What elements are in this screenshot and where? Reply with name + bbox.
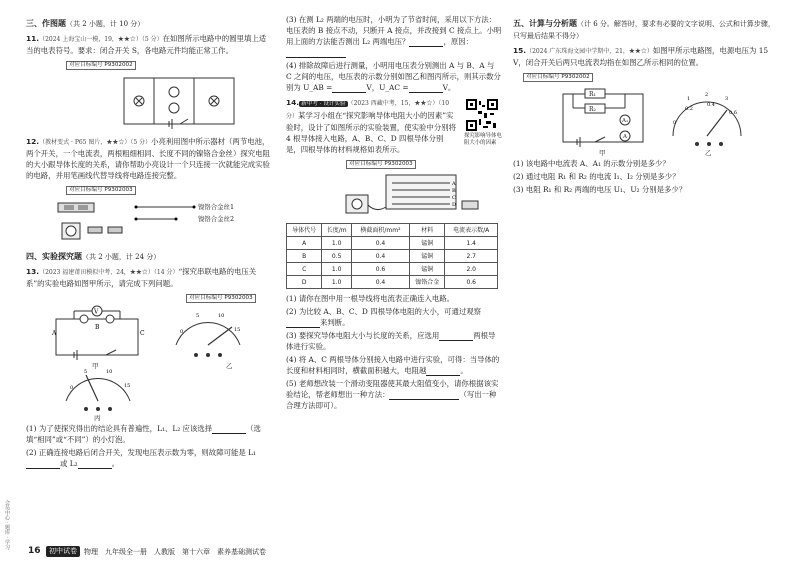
q15-figures bbox=[513, 84, 781, 158]
q14-sub-2-text: (2) 为比较 A、B、C、D 四根导体电阻的大小，可通过观察 bbox=[286, 307, 482, 316]
table-row bbox=[287, 250, 498, 263]
section-4-title bbox=[26, 251, 272, 263]
q13-sub-4-end: V。 bbox=[442, 83, 456, 92]
sidebar-text: 会员中心 · 题库 · 学习 bbox=[4, 500, 10, 550]
q14-sub-5-text: (5) 老师想改装一个滑动变阻器使其最大阻值变小，请你根据该实验结论，帮老师想出一种方法： bbox=[286, 379, 499, 399]
q13-fig-c-label: 丙 bbox=[94, 414, 101, 422]
column-middle bbox=[286, 14, 502, 413]
section-3-title bbox=[26, 18, 272, 30]
svg-text:A: A bbox=[52, 330, 57, 337]
q13-sub-3-why: ，原因： bbox=[443, 37, 474, 46]
q14-sub-3 bbox=[286, 330, 502, 352]
section-4-sub: （共 2 小题，计 24 分） bbox=[82, 253, 161, 261]
qr-code-graphic bbox=[466, 99, 498, 131]
table-header: 导体代号 bbox=[287, 224, 322, 237]
q11-blank-circle-top bbox=[169, 87, 179, 97]
svg-text:1: 1 bbox=[687, 96, 691, 102]
conductor-table bbox=[286, 223, 498, 289]
q15-fig-b-label: 乙 bbox=[705, 149, 712, 157]
qr-code-icon[interactable] bbox=[466, 99, 498, 131]
q14-pill: 新中考 · 设计实验 bbox=[301, 101, 346, 107]
q13-sub-1 bbox=[26, 423, 272, 445]
q14-sub-4-end: 。 bbox=[460, 366, 468, 375]
table-cell: 0.6 bbox=[445, 276, 498, 289]
table-cell: 0.4 bbox=[351, 237, 409, 250]
table-cell: 1.0 bbox=[322, 263, 352, 276]
table-cell: 锰铜 bbox=[410, 237, 445, 250]
q11-circuit-figure bbox=[26, 72, 272, 130]
q13-sub-3-reason-blank[interactable] bbox=[286, 49, 346, 58]
q14-body bbox=[286, 97, 458, 155]
table-cell: 1.0 bbox=[322, 237, 352, 250]
q14-text: 某学习小组在“探究影响导体电阻大小的因素”实验时，设计了如图所示的实验装置，使实验中分别将 4 根导体接入电路，A、B、C、D 四根导体分别是，四根导体的材料规格如表所示。 bbox=[286, 111, 456, 154]
q13-sub-2-blank-2[interactable] bbox=[78, 460, 112, 469]
table-row bbox=[287, 276, 498, 289]
q14-sub-2-blank[interactable] bbox=[286, 319, 320, 328]
series-badge: 初中试卷 bbox=[46, 546, 80, 557]
section-3-sub: （共 2 小题，计 10 分） bbox=[66, 20, 145, 28]
question-15 bbox=[513, 45, 781, 68]
svg-text:V: V bbox=[94, 308, 99, 316]
q13-fig-a-label: 甲 bbox=[92, 362, 99, 370]
q13-figures bbox=[26, 305, 272, 423]
q14-sub-4 bbox=[286, 354, 502, 376]
q13-sub-1-blank[interactable] bbox=[212, 425, 246, 434]
table-cell: 0.6 bbox=[351, 263, 409, 276]
table-cell: D bbox=[287, 276, 322, 289]
qr-caption: 探究影响导体电阻大小的因素 bbox=[464, 133, 502, 146]
q14-source: （2023 西藏中考，15，★★☆）（10 分） bbox=[286, 100, 450, 120]
q14-sub-5 bbox=[286, 378, 502, 411]
q14-sub-3-end: 两根导体进行实验。 bbox=[286, 331, 496, 351]
table-cell: 0.4 bbox=[351, 276, 409, 289]
column-right bbox=[513, 14, 781, 197]
q11-text: 在如图所示电路中的圆里填上适当的电表符号。要求：闭合开关 S，各电路元件均能正常工作。 bbox=[26, 34, 267, 55]
q14-apparatus-drawing bbox=[286, 171, 502, 219]
svg-text:A: A bbox=[452, 181, 456, 187]
table-cell: 镍铬合金 bbox=[410, 276, 445, 289]
svg-text:5: 5 bbox=[196, 313, 200, 319]
section-5-title bbox=[513, 18, 781, 42]
q14-sub-5-blank[interactable] bbox=[389, 391, 459, 400]
section-3-label: 三、作图题 bbox=[26, 19, 66, 28]
svg-text:0.4: 0.4 bbox=[707, 102, 715, 108]
q13-fig-b-label: 乙 bbox=[226, 362, 233, 370]
page-footer bbox=[18, 546, 778, 560]
q12-apparatus-figure bbox=[26, 197, 272, 247]
q13-sub-2-blank-1[interactable] bbox=[26, 460, 60, 469]
svg-text:0: 0 bbox=[70, 385, 74, 391]
q13-sub-4-text: (4) 排除故障后进行测量，小明用电压表分别测出 A 与 B、A 与 C 之间的电压，电压表的示数分别如图乙和图丙所示，则其示数分别为 U_AB = bbox=[286, 61, 501, 92]
q13-sub-4 bbox=[286, 60, 502, 93]
q13-sub-4-blank-2[interactable] bbox=[409, 84, 443, 93]
q15-sub-3: (3) 电阻 R₁ 和 R₂ 两端的电压 U₁、U₂ 分别是多少？ bbox=[513, 185, 687, 194]
q12-source: （教材变式 · P65 图片，★★☆）（5 分） bbox=[39, 139, 152, 146]
svg-text:C: C bbox=[452, 195, 456, 201]
q13-text: “探究串联电路的电压关系”的实验电路如图甲所示，请完成下列问题。 bbox=[26, 267, 257, 288]
q15-target-tag: 对应目标编号 P9302002 bbox=[523, 73, 593, 82]
q13-sub-3-blank[interactable] bbox=[409, 38, 443, 47]
q14-target-tag: 对应目标编号 P9302003 bbox=[346, 160, 416, 169]
table-cell: 2.7 bbox=[445, 250, 498, 263]
question-11 bbox=[26, 33, 272, 56]
table-cell: 锰铜 bbox=[410, 263, 445, 276]
svg-text:5: 5 bbox=[84, 369, 88, 375]
q13-number: 13. bbox=[26, 267, 40, 276]
svg-text:10: 10 bbox=[106, 369, 113, 375]
q12-target-tag: 对应目标编号 P9302003 bbox=[66, 186, 136, 195]
ammeter-a1-label: A₁ bbox=[622, 118, 629, 124]
r1-label: R₁ bbox=[589, 91, 596, 98]
table-cell: 0.4 bbox=[351, 250, 409, 263]
q13-sub-1-text-b: （选填“相同”或“不同”）的小灯泡。 bbox=[26, 424, 261, 444]
q11-source: （2024 上海宝山一模，19，★★☆）（5 分） bbox=[39, 36, 163, 43]
q14-sub-1: (1) 请你在图中用一根导线将电流表正确连入电路。 bbox=[286, 294, 455, 303]
table-cell: 1.4 bbox=[445, 237, 498, 250]
svg-text:10: 10 bbox=[218, 313, 225, 319]
table-cell: 2.0 bbox=[445, 263, 498, 276]
q13-sub-3 bbox=[286, 14, 502, 58]
question-13 bbox=[26, 266, 272, 289]
svg-text:3: 3 bbox=[725, 96, 729, 102]
q15-circuit-and-meter bbox=[513, 84, 781, 158]
q14-number: 14. bbox=[286, 98, 300, 107]
q15-text: 如图甲所示电路图，电源电压为 15 V，闭合开关后两只电流表均指在如图乙所示相同的位置。 bbox=[513, 46, 769, 67]
q11-number: 11. bbox=[26, 34, 40, 43]
q15-number: 15. bbox=[513, 46, 527, 55]
svg-text:0: 0 bbox=[673, 120, 677, 126]
table-cell: A bbox=[287, 237, 322, 250]
svg-text:0.6: 0.6 bbox=[729, 110, 737, 116]
svg-text:D: D bbox=[452, 202, 457, 208]
column-left bbox=[26, 14, 272, 471]
svg-text:15: 15 bbox=[234, 327, 241, 333]
q11-blank-circle-mid bbox=[169, 103, 179, 113]
q13-sub-2 bbox=[26, 447, 272, 469]
q11-circuit-diagram bbox=[114, 72, 254, 130]
svg-text:0: 0 bbox=[180, 329, 184, 335]
q14-sub-3-text: (3) 要探究导体电阻大小与长度的关系，应选用 bbox=[286, 331, 440, 340]
svg-text:B: B bbox=[452, 188, 456, 194]
section-5-label: 五、计算与分析题 bbox=[513, 19, 577, 28]
q12-wire-1-label: 镍铬合金丝1 bbox=[198, 203, 235, 211]
q14-apparatus-figure bbox=[286, 171, 502, 219]
question-12 bbox=[26, 136, 272, 181]
q13-source: （2023 福建莆田模拟中考，24，★★☆）（14 分） bbox=[39, 269, 179, 276]
table-header: 材料 bbox=[410, 224, 445, 237]
q13-target-tag: 对应目标编号 P9302003 bbox=[186, 294, 256, 303]
q15-fig-a-label: 甲 bbox=[599, 149, 606, 157]
table-cell: C bbox=[287, 263, 322, 276]
q12-number: 12. bbox=[26, 137, 40, 146]
q13-sub-2-text: (2) 正确连接电路后闭合开关，发现电压表示数为零，则故障可能是 L₁ bbox=[26, 448, 256, 457]
q13-sub-4-mid: V，U_AC = bbox=[366, 83, 409, 92]
q13-sub-1-text: (1) 为了使探究得出的结论具有普遍性，L₁、L₂ 应该选择 bbox=[26, 424, 213, 433]
q14-sub-4-blank[interactable] bbox=[426, 367, 460, 376]
q14-sub-2 bbox=[286, 306, 502, 328]
page-number: 16 bbox=[28, 546, 41, 556]
table-header: 横截面积/mm² bbox=[351, 224, 409, 237]
q13-sub-2-text-b: 或 L₂ bbox=[60, 459, 78, 468]
q14-sub-2-end: 来判断。 bbox=[320, 318, 350, 327]
svg-text:0.2: 0.2 bbox=[685, 106, 693, 112]
section-5-sub: （计 6 分。解答时，要求有必要的文字说明、公式和计算步骤，只写最后结果不得分） bbox=[513, 20, 775, 40]
svg-text:15: 15 bbox=[124, 383, 131, 389]
q13-sub-4-blank-1[interactable] bbox=[332, 84, 366, 93]
table-row bbox=[287, 237, 498, 250]
svg-text:B: B bbox=[95, 324, 100, 331]
q13-sub-2-text-c: 。 bbox=[111, 459, 120, 468]
q14-sub-5-end: （写出一种合理方法即可）。 bbox=[286, 390, 497, 410]
q12-text: 小亮利用图中所示器材（两节电池，两个开关，一个电流表，两根粗细相同、长度不同的镍铬合金丝）探究电阻的大小跟导体长度的关系，请你帮助小亮设计一个只连接一次就能完成实验的电路，并用笔画线代替导线将电路连接完整。 bbox=[26, 137, 270, 180]
q11-target-tag: 对应目标编号 P9302002 bbox=[66, 61, 136, 70]
table-header-row bbox=[287, 224, 498, 237]
ammeter-a-label: A bbox=[623, 134, 627, 140]
svg-text:2: 2 bbox=[705, 92, 709, 98]
table-cell: 锰铜 bbox=[410, 250, 445, 263]
r2-label: R₂ bbox=[589, 106, 596, 113]
svg-text:C: C bbox=[140, 330, 145, 337]
table-header: 电流表示数/A bbox=[445, 224, 498, 237]
table-cell: 1.0 bbox=[322, 276, 352, 289]
q14-sub-4-text: (4) 将 A、C 两根导体分别接入电路中进行实验，可得：当导体的长度和材料相同时，横截面积越大，电阻越 bbox=[286, 355, 500, 375]
table-cell: B bbox=[287, 250, 322, 263]
q15-sub-1: (1) 该电路中电流表 A、A₁ 的示数分别是多少？ bbox=[513, 159, 670, 168]
table-cell: 0.5 bbox=[322, 250, 352, 263]
table-header: 长度/m bbox=[322, 224, 352, 237]
q15-source: （2024 广东珠海文园中学期中，21，★★☆） bbox=[526, 48, 653, 55]
q12-wire-2-label: 镍铬合金丝2 bbox=[198, 215, 235, 223]
section-4-label: 四、实验探究题 bbox=[26, 252, 82, 261]
footer-text: 物理 九年级全一册 人教版 第十六章 素养基础测试卷 bbox=[84, 548, 266, 556]
question-14 bbox=[286, 97, 502, 155]
q13-circuit-and-meters bbox=[26, 305, 272, 423]
q15-sub-2: (2) 通过电阻 R₁ 和 R₂ 的电流 I₁、I₂ 分别是多少？ bbox=[513, 172, 680, 181]
q14-sub-3-blank[interactable] bbox=[439, 332, 473, 341]
table-row bbox=[287, 263, 498, 276]
q13-sub-3-text: (3) 在测 L₂ 两端的电压时，小明为了节省时间，采用以下方法：电压表的 B 接点不动，只断开 A 接点，并改接到 C 接点上。小明用上面的方法能否测出 L₂ 两端电压？ bbox=[286, 15, 502, 46]
